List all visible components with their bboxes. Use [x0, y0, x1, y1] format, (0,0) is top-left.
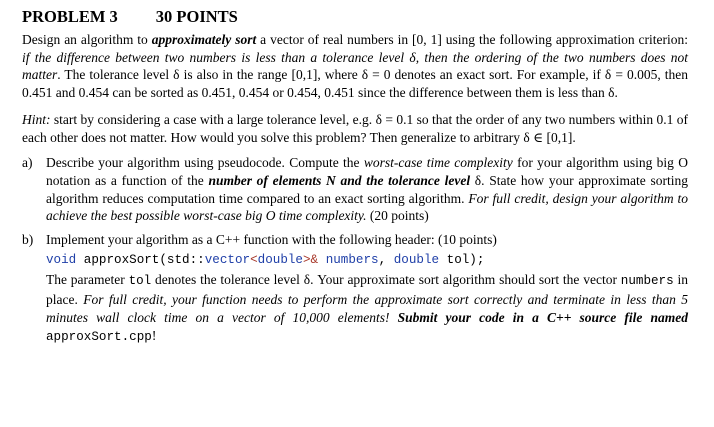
intro-text-2: a vector of real numbers in [0, 1] using the following approximation criterion:: [256, 32, 689, 47]
part-a-text: [46, 154, 688, 225]
part-a-emphasis: number of elements N and the tolerance level: [208, 172, 471, 188]
part-a: [22, 154, 688, 225]
intro-criterion: if the difference between two numbers is less than a tolerance level δ, then the ordering of the two numbers does not matter: [22, 49, 688, 83]
parts-list: [22, 154, 688, 346]
part-b-full-credit: For full credit, your function needs to perform the approximate sort correctly and terminate in less than 5 minutes wall clock time on a vector of 10,000 elements!: [46, 292, 688, 325]
part-b-end: !: [151, 327, 157, 343]
part-b-space: [389, 310, 397, 325]
part-a-points: (20 points): [366, 208, 429, 224]
code-param-tol: tol);: [439, 252, 485, 267]
code-keyword-double-1: double: [257, 252, 303, 267]
problem-heading: [22, 7, 688, 26]
part-a-text-1: Describe your algorithm using pseudocode. Compute the: [46, 155, 364, 171]
code-param-numbers: numbers: [325, 252, 379, 267]
code-function-name: approxSort(std::: [76, 252, 205, 267]
hint-label: Hint:: [22, 111, 51, 127]
intro-emphasis-approx-sort: approximately sort: [151, 32, 257, 47]
part-b-submit: Submit your code in a C++ source file named: [397, 309, 689, 325]
intro-paragraph: [22, 31, 688, 102]
code-keyword-void: void: [46, 252, 77, 267]
part-b-details: [46, 271, 688, 346]
part-a-worst-case: worst-case time complexity: [363, 155, 513, 171]
hint-paragraph: [22, 111, 688, 146]
code-numbers-inline: numbers: [620, 274, 674, 289]
part-b-intro: Implement your algorithm as a C++ function with the following header: (10 points): [46, 232, 497, 248]
code-tol-inline: tol: [128, 274, 152, 289]
part-b-text-2: denotes the tolerance level δ. Your approximate sort algorithm should sort the vector: [151, 272, 621, 288]
part-b-marker: b): [22, 232, 34, 248]
code-gt: >&: [303, 252, 326, 267]
code-comma: ,: [378, 252, 394, 267]
code-lt: <: [250, 252, 258, 267]
part-a-text-2: for your algorithm using big O notation as a function of the: [46, 155, 688, 188]
problem-number: PROBLEM 3: [22, 7, 118, 26]
function-header-code: [46, 252, 688, 270]
code-vector: vector: [204, 252, 251, 267]
part-a-text-3: δ. State how your approximate sorting algorithm reduces computation time compared to an exact sorting algorithm.: [46, 172, 688, 206]
part-b-text-1: The parameter: [46, 272, 129, 288]
part-a-marker: a): [22, 155, 33, 171]
hint-text: start by considering a case with a large tolerance level, e.g. δ = 0.1 so that the order of any two numbers within 0.1 of each other does not matter. How would you solve this problem? Then generalize to arbitrary δ ∈ [0,1].: [22, 111, 688, 145]
part-b-text-3: in place.: [46, 272, 688, 308]
code-keyword-double-2: double: [393, 252, 440, 267]
code-filename: approxSort.cpp: [46, 329, 152, 344]
intro-text-1: Design an algorithm to: [22, 32, 152, 47]
problem-points: 30 POINTS: [155, 7, 238, 26]
part-a-full-credit: For full credit, design your algorithm to achieve the best possible worst-case big O time complexity.: [46, 190, 688, 224]
part-b: [22, 231, 688, 346]
intro-text-3: . The tolerance level δ is also in the range [0,1], where δ = 0 denotes an exact sort. For example, if δ = 0.005, then 0.451 and 0.454 can be sorted as 0.451, 0.454 or 0.454, 0.451 since the difference between them is less than δ.: [22, 67, 688, 101]
